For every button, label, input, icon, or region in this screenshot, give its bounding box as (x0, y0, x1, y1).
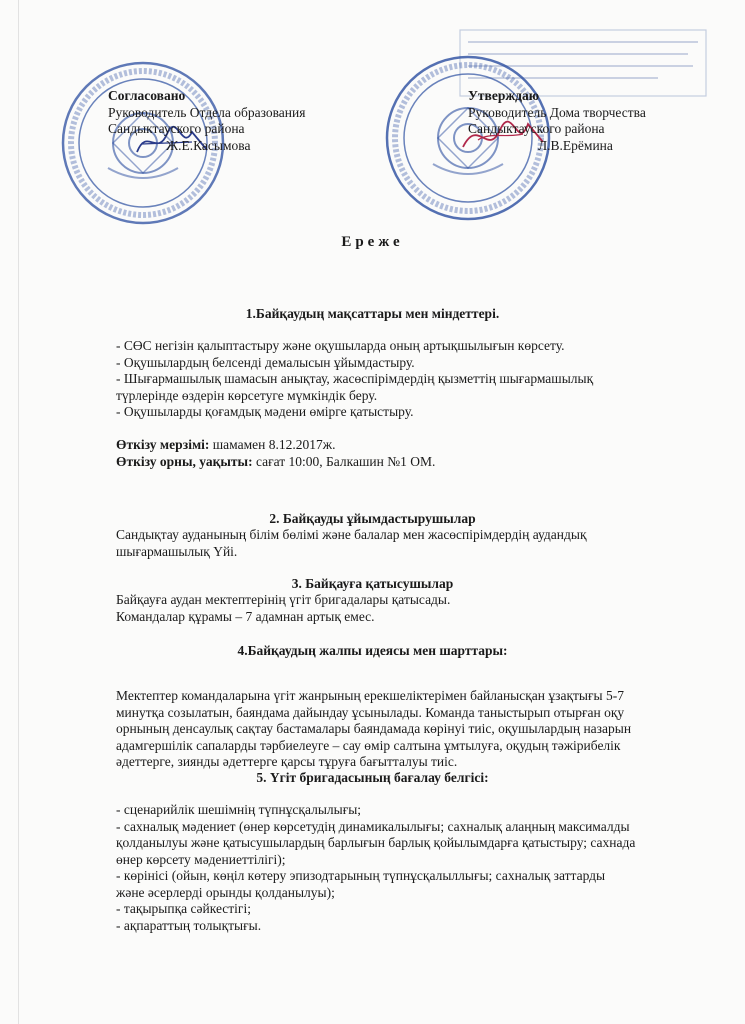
section-2-heading: 2. Байқауды ұйымдастырушылар (269, 511, 476, 526)
approval-district-left: Сандыктауского района (108, 121, 245, 136)
approval-heading-right: Утверждаю (468, 88, 540, 103)
criteria-item: өнер көрсету мәдениеттілігі); (116, 851, 286, 867)
document-title: Ереже (341, 234, 404, 250)
approval-heading-left: Согласовано (108, 88, 186, 103)
criteria-item: және әсерлерді орынды қолданылуы); (116, 884, 335, 900)
section-1-bullets (116, 338, 676, 421)
approval-signatory-right: Л.В.Ерёмина (538, 137, 613, 153)
paragraph-line: орнының денсаулық сақтау бастамалары баяндамада көрінуі тиіс, оқушылардың назарын (116, 721, 632, 736)
criteria-item: - ақпараттың толықтығы. (116, 917, 262, 933)
paragraph-line: Командалар құрамы – 7 адамнан артық емес. (116, 608, 375, 624)
event-date-value: шамамен 8.12.2017ж. (209, 437, 336, 452)
approval-district-right: Сандыктауского района (468, 121, 605, 136)
paragraph-line: шығармашылық Үйі. (116, 543, 238, 559)
approval-block-left (108, 88, 368, 154)
criteria-item: - тақырыпқа сәйкестігі; (116, 901, 251, 916)
paragraph-line: Мектептер командаларына үгіт жанрының ерекшеліктерімен байланысқан ұзақтығы 5-7 (116, 688, 624, 703)
event-details (116, 437, 676, 470)
section-2-body (116, 527, 676, 560)
event-date-line (116, 437, 676, 454)
paragraph-line: Байқауға аудан мектептерінің үгіт бригадалары қатысады. (116, 592, 451, 607)
bullet-item: - СӨС негізін қалыптастыру және оқушыларда оның артықшылығын көрсету. (116, 338, 565, 353)
event-date-label: Өткізу мерзімі: (116, 437, 210, 452)
bullet-item: - Шығармашылық шамасын анықтау, жасөспірімдердің қызметтің шығармашылық (116, 371, 594, 386)
paragraph-line: минутқа созылатын, баяндама дайындау ұсынылады. Команда таныстырып отырған оқу (116, 704, 625, 720)
criteria-item: қолданылуы және қатысушылардың барлығын барлық қойылымдарға қатыстыру; сахнада (116, 835, 636, 850)
approval-position-right: Руководитель Дома творчества (468, 104, 646, 120)
approval-position-left: Руководитель Отдела образования (108, 104, 306, 120)
event-place-label: Өткізу орны, уақыты: (116, 453, 253, 469)
bullet-item: - Оқушыларды қоғамдық мәдени өмірге қатыстыру. (116, 404, 414, 419)
section-4-body (116, 688, 676, 771)
paragraph-line: әдеттерге, зиянды әдеттерге қарсы тұруға бағытталуы тиіс. (116, 754, 458, 769)
section-4-heading: 4.Байқаудың жалпы идеясы мен шарттары: (237, 643, 508, 658)
criteria-item: - сценарийлік шешімнің түпнұсқалылығы; (116, 802, 362, 817)
paragraph-line: Сандықтау ауданының білім бөлімі және балалар мен жасөспірімдердің аудандық (116, 527, 587, 542)
event-place-value: сағат 10:00, Балкашин №1 ОМ. (252, 453, 436, 469)
section-1-heading: 1.Байқаудың мақсаттары мен міндеттері. (245, 306, 500, 321)
section-5-heading: 5. Үгіт бригадасының бағалау белгісі: (256, 770, 489, 785)
section-5-body (116, 802, 676, 934)
section-3-body (116, 592, 676, 625)
approval-block-right (468, 88, 728, 154)
approval-signatory-left: Ж.Е.Касымова (166, 137, 251, 153)
bullet-item: түрлерінде өздерін көрсетуге мүмкіндік беру. (116, 387, 378, 403)
criteria-item: - сахналық мәдениет (өнер көрсетудің динамикалылығы; сахналық алаңның максималды (116, 818, 630, 834)
section-3-heading: 3. Байқауға қатысушылар (291, 576, 454, 591)
event-place-line (116, 454, 676, 471)
paragraph-line: адамгершілік сапаларды тәрбиелеуге – сау өмір салтына ұмтылуға, оқудың тәжірибелік (116, 737, 621, 753)
criteria-item: - көрінісі (ойын, көңіл көтеру эпизодтарының түпнұсқалыллығы; сахналық заттарды (116, 868, 606, 883)
bullet-item: - Оқушылардың белсенді демалысын ұйымдастыру. (116, 354, 415, 370)
